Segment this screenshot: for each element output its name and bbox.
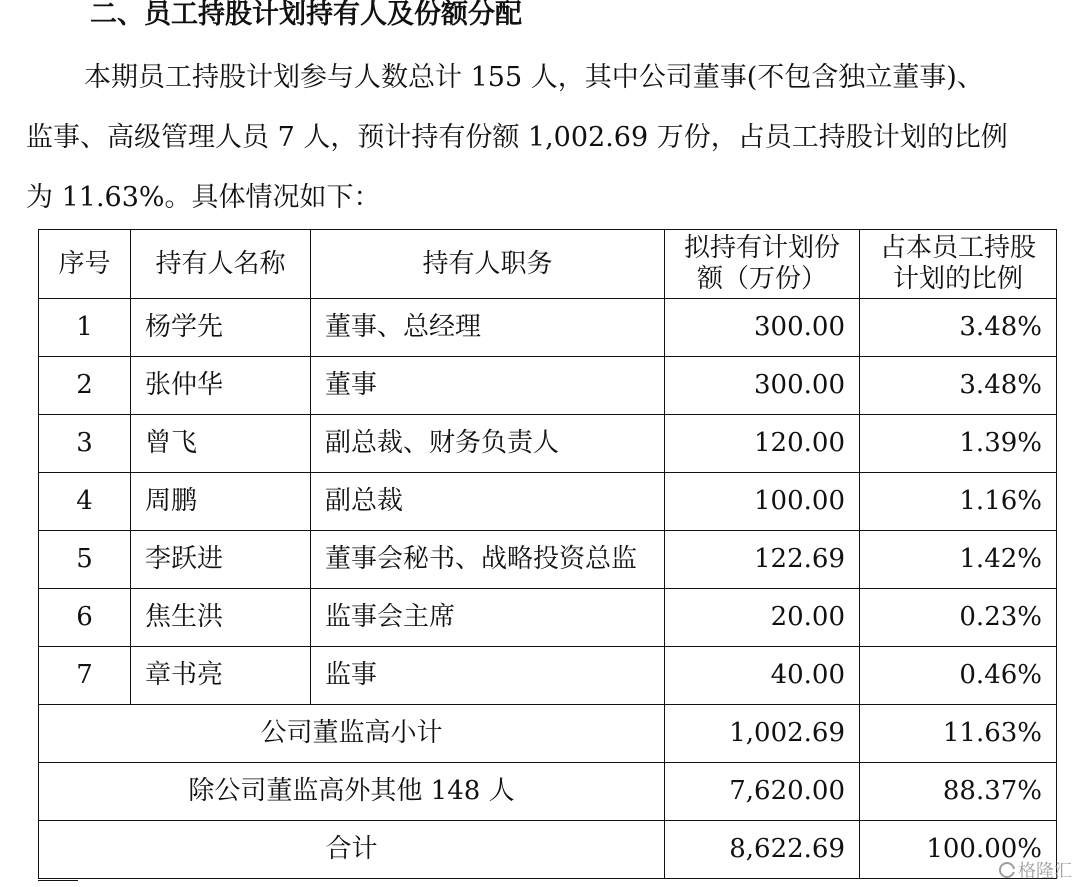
summary-row-subtotal: [39, 705, 1057, 763]
section-heading: 二、员工持股计划持有人及份额分配: [90, 0, 522, 30]
footnote-divider: [38, 880, 78, 881]
header-ratio: 占本员工持股计划的比例: [860, 230, 1057, 299]
cell-position: 董事会秘书、战略投资总监: [311, 531, 665, 589]
table-row: [39, 647, 1057, 705]
summary-shares: 7,620.00: [665, 763, 860, 821]
summary-shares: 8,622.69: [665, 821, 860, 879]
cell-position: 副总裁、财务负责人: [311, 415, 665, 473]
cell-ratio: 3.48%: [860, 299, 1057, 357]
table-header-row: [39, 230, 1057, 299]
cell-position: 董事、总经理: [311, 299, 665, 357]
cell-shares: 100.00: [665, 473, 860, 531]
cell-index: 1: [39, 299, 131, 357]
holders-table: [38, 229, 1057, 879]
intro-paragraph: [26, 48, 1076, 228]
cell-position: 监事: [311, 647, 665, 705]
summary-row-others: [39, 763, 1057, 821]
header-shares: 拟持有计划份额（万份）: [665, 230, 860, 299]
summary-label: 除公司董监高外其他 148 人: [39, 763, 665, 821]
gelonghui-logo-icon: [999, 862, 1015, 878]
cell-index: 4: [39, 473, 131, 531]
table-row: [39, 589, 1057, 647]
cell-ratio: 1.42%: [860, 531, 1057, 589]
cell-shares: 120.00: [665, 415, 860, 473]
cell-position: 董事: [311, 357, 665, 415]
cell-index: 2: [39, 357, 131, 415]
cell-name: 张仲华: [131, 357, 311, 415]
intro-line-2: 监事、高级管理人员 7 人，预计持有份额 1,002.69 万份，占员工持股计划的比例: [26, 122, 1008, 153]
summary-row-total: [39, 821, 1057, 879]
header-index: 序号: [39, 230, 131, 299]
cell-name: 杨学先: [131, 299, 311, 357]
summary-ratio: 100.00%: [860, 821, 1057, 879]
cell-ratio: 0.46%: [860, 647, 1057, 705]
intro-line-3: 为 11.63%。具体情况如下：: [26, 182, 381, 213]
cell-position: 副总裁: [311, 473, 665, 531]
cell-shares: 20.00: [665, 589, 860, 647]
cell-index: 3: [39, 415, 131, 473]
cell-name: 章书亮: [131, 647, 311, 705]
table-row: [39, 473, 1057, 531]
table-row: [39, 357, 1057, 415]
cell-index: 7: [39, 647, 131, 705]
watermark-text: 格隆汇: [1018, 861, 1072, 882]
watermark: [999, 857, 1072, 883]
cell-ratio: 1.39%: [860, 415, 1057, 473]
cell-shares: 122.69: [665, 531, 860, 589]
cell-name: 焦生洪: [131, 589, 311, 647]
summary-ratio: 88.37%: [860, 763, 1057, 821]
header-name: 持有人名称: [131, 230, 311, 299]
cell-name: 周鹏: [131, 473, 311, 531]
cell-ratio: 0.23%: [860, 589, 1057, 647]
cell-ratio: 3.48%: [860, 357, 1057, 415]
cell-index: 6: [39, 589, 131, 647]
cell-shares: 40.00: [665, 647, 860, 705]
summary-shares: 1,002.69: [665, 705, 860, 763]
table-row: [39, 299, 1057, 357]
cell-name: 曾飞: [131, 415, 311, 473]
header-position: 持有人职务: [311, 230, 665, 299]
cell-position: 监事会主席: [311, 589, 665, 647]
summary-label: 合计: [39, 821, 665, 879]
cell-shares: 300.00: [665, 357, 860, 415]
cell-ratio: 1.16%: [860, 473, 1057, 531]
summary-label: 公司董监高小计: [39, 705, 665, 763]
cell-index: 5: [39, 531, 131, 589]
summary-ratio: 11.63%: [860, 705, 1057, 763]
table-row: [39, 531, 1057, 589]
cell-shares: 300.00: [665, 299, 860, 357]
cell-name: 李跃进: [131, 531, 311, 589]
intro-line-1: 本期员工持股计划参与人数总计 155 人，其中公司董事(不包含独立董事)、: [84, 62, 984, 93]
table-row: [39, 415, 1057, 473]
